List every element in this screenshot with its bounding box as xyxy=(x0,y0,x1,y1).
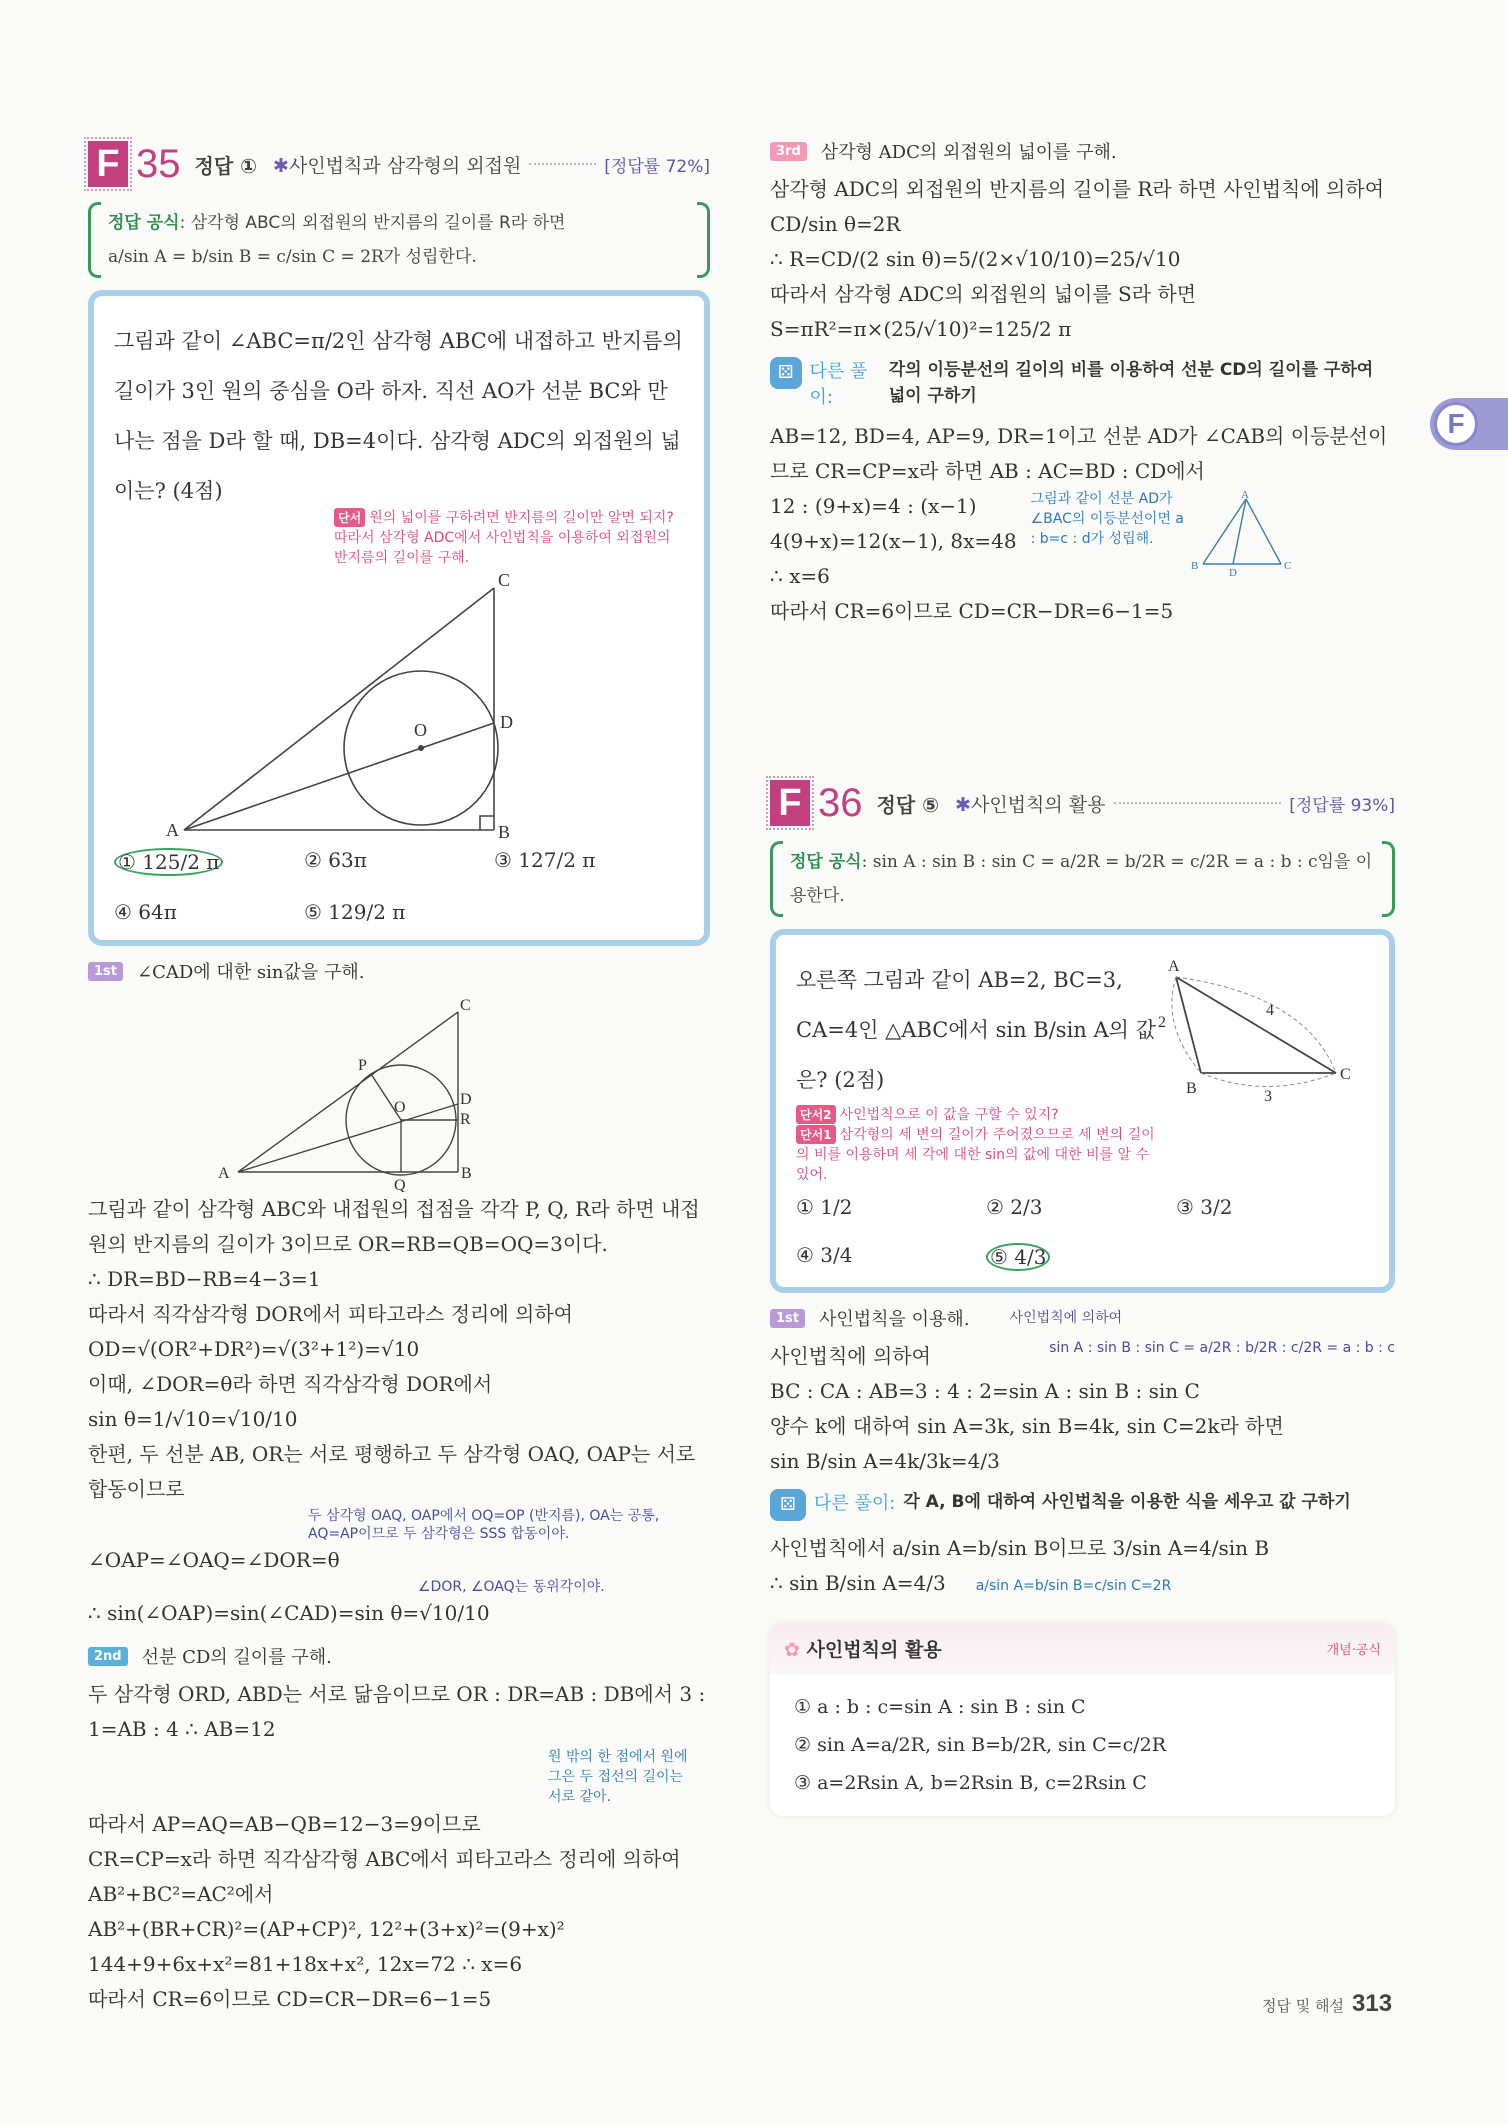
page-number: 313 xyxy=(1352,1990,1393,2017)
svg-text:P: P xyxy=(358,1057,367,1074)
q36-alt-body: 사인법칙에서 a/sin A=b/sin B이므로 3/sin A=4/sin B ∴ sin B/sin A=4/3 a/sin A=b/sin B=c/sin C=2R xyxy=(770,1536,1270,1595)
triangle-abc-figure xyxy=(1156,955,1356,1115)
svg-text:O: O xyxy=(414,720,427,740)
flower-icon: ✿ xyxy=(784,1639,800,1661)
svg-text:A: A xyxy=(166,820,179,838)
section-label: F xyxy=(770,780,810,826)
choice-1[interactable]: ① 1/2 xyxy=(796,1195,853,1219)
dice-icon: ⚄ xyxy=(770,1489,806,1521)
answer: 정답 ⑤ xyxy=(876,792,940,817)
step2-note: 원 밖의 한 점에서 원에 그은 두 접선의 길이는 서로 같아. xyxy=(548,1749,688,1805)
concept-title: ✿ 사인법칙의 활용 xyxy=(784,1639,942,1661)
q36-header xyxy=(770,779,1395,827)
question-text: 그림과 같이 ∠ABC=π/2인 삼각형 ABC에 내접하고 반지름의 길이가 3인 원의 중심을 O라 하자. 직선 AO가 선분 BC와 만나는 점을 D라 할 때, DB=4이다. 삼각형 ADC의 외접원의 넓이는? (4점) xyxy=(114,329,683,503)
alt-solution-heading: ⚄ 다른 풀이: 각의 이등분선의 길이의 비를 이용하여 선분 CD의 길이를 구하여 넓이 구하기 xyxy=(770,357,1395,409)
question-text: 오른쪽 그림과 같이 AB=2, BC=3, CA=4인 △ABC에서 sin B/sin A의 값은? (2점) xyxy=(796,968,1156,1092)
dice-icon: ⚄ xyxy=(770,357,802,389)
alt-note: 그림과 같이 선분 AD가 ∠BAC의 이등분선이면 a : b=c : d가 성립해. xyxy=(1030,491,1185,547)
svg-text:B: B xyxy=(1186,1080,1197,1097)
hint: 단서 원의 넓이를 구하려면 반지름의 길이만 알면 되지? 따라서 삼각형 ADC에서 사인법칙을 이용하여 외접원의 반지름의 길이를 구해. xyxy=(334,510,674,566)
svg-text:C: C xyxy=(498,570,511,590)
hint-2: 단서2 사인법칙으로 이 값을 구할 수 있지? xyxy=(796,1105,1156,1125)
step1-note-angle: ∠DOR, ∠OAQ는 동위각이야. xyxy=(418,1579,605,1595)
hint-1: 단서1 삼각형의 세 변의 길이가 주어졌으므로 세 변의 길이의 비를 이용하며 세 각에 대한 sin의 값에 대한 비를 알 수 있어. xyxy=(796,1127,1155,1183)
q36-alt-heading: ⚄ 다른 풀이: 각 A, B에 대하여 사인법칙을 이용한 식을 세우고 값 구하기 xyxy=(770,1489,1395,1521)
svg-text:D: D xyxy=(1228,567,1237,579)
concept-box: ✿ 사인법칙의 활용 개념·공식 ① a : b : c=sin A : sin B : sin C ② sin A=a/2R, sin B=b/2R, sin C=c/2R ③ a=2Rsin A, b=2Rsin B, c=2Rsin C xyxy=(770,1623,1395,1816)
step1-heading: 1st ∠CAD에 대한 sin값을 구해. xyxy=(88,958,710,984)
svg-text:B: B xyxy=(461,1165,472,1182)
svg-text:C: C xyxy=(1283,560,1291,572)
svg-text:3: 3 xyxy=(1264,1088,1272,1105)
svg-text:D: D xyxy=(460,1091,472,1108)
page-footer: 정답 및 해설 313 xyxy=(1262,1990,1393,2017)
right-column xyxy=(770,138,1395,1816)
formula-label: 정답 공식 xyxy=(108,213,180,233)
topic: ✱사인법칙과 삼각형의 외접원 xyxy=(273,154,522,177)
step2-heading: 2nd 선분 CD의 길이를 구해. xyxy=(88,1643,710,1669)
svg-text:Q: Q xyxy=(394,1177,406,1192)
step1-note-congruent: 두 삼각형 OAQ, OAP에서 OQ=OP (반지름), OA는 공통, AQ=AP이므로 두 삼각형은 SSS 합동이야. xyxy=(308,1508,660,1542)
step1-body: 그림과 같이 삼각형 ABC와 내접원의 접점을 각각 P, Q, R라 하면 내접원의 반지름의 길이가 3이므로 OR=RB=QB=OQ=3이다. ∴ DR=BD−RB=4−3=1 따라서 직각삼각형 DOR에서 피타고라스 정리에 의하여 OD=√(OR²+DR²)=√(3²+1²)=√10 이때, ∠DOR=θ라 하면 직각삼각형 DOR에서 sin θ=1/√10=√10/10 한편, 두 선분 AB, OR는 서로 평행하고 두 삼각형 OAQ, OAP는 서로 합동이므로 두 삼각형 OAQ, OAP에서 OQ=OP (반지름), OA는 공통, AQ=AP이므로 두 삼각형은 SSS 합동이야. ∠OAP=∠OAQ=∠DOR=θ ∠DOR, ∠OAQ는 동위각이야. ∴ sin(∠OAP)=sin(∠CAD)=sin θ=√10/10 xyxy=(88,1192,710,1631)
question-number: 36 xyxy=(818,780,863,825)
section-label: F xyxy=(88,141,128,187)
formula-expression: a/sin A = b/sin B = c/sin C = 2R가 성립한다. xyxy=(108,247,477,267)
concept-tag: 개념·공식 xyxy=(1326,1643,1381,1658)
answer: 정답 ① xyxy=(194,153,258,178)
left-column xyxy=(88,140,710,2017)
alt-solution-body: AB=12, BD=4, AP=9, DR=1이고 선분 AD가 ∠CAB의 이등분선이므로 CR=CP=x라 하면 AB : AC=BD : CD에서 12 : (9+x)=4 : (x−1) 4(9+x)=12(x−1), 8x=48 ∴ x=6 그림과 같이 선분 AD가 ∠BAC의 이등분선이면 a : b=c : d가 성립해. A B C D 따라서 CR=6이므로 CD=CR−DR=6−1=5 xyxy=(770,424,1388,623)
choice-2[interactable]: ② 2/3 xyxy=(986,1195,1043,1219)
choice-1[interactable]: ① 125/2 π xyxy=(114,848,304,876)
triangle-figure xyxy=(124,568,684,838)
chapter-tab[interactable]: F xyxy=(1430,398,1508,450)
svg-text:B: B xyxy=(498,822,511,838)
step3-body: 삼각형 ADC의 외접원의 반지름의 길이를 R라 하면 사인법칙에 의하여 CD/sin θ=2R ∴ R=CD/(2 sin θ)=5/(2×√10/10)=25/√10 따라서 삼각형 ADC의 외접원의 넓이를 S라 하면 S=πR²=π×(25/√10)²=125/2 π xyxy=(770,177,1385,341)
svg-text:C: C xyxy=(1340,1066,1351,1083)
choice-4[interactable]: ④ 64π xyxy=(114,900,177,924)
correct-rate: [정답률 93%] xyxy=(1289,795,1395,816)
svg-text:A: A xyxy=(218,1165,230,1182)
answer-formula: 정답 공식: sin A : sin B : sin C = a/2R = b/2R = c/2R = a : b : c임을 이용한다. xyxy=(770,841,1395,917)
correct-rate: [정답률 72%] xyxy=(604,156,710,177)
question-box xyxy=(770,929,1395,1293)
bisector-figure xyxy=(1191,489,1301,579)
choices xyxy=(796,1195,1369,1271)
q36-step1-heading: 1st 사인법칙을 이용해. 사인법칙에 의하여 xyxy=(770,1305,1395,1331)
leader-dots xyxy=(529,163,596,165)
step2-body: 두 삼각형 ORD, ABD는 서로 닮음이므로 OR : DR=AB : DB에서 3 : 1=AB : 4 ∴ AB=12 원 밖의 한 점에서 원에 그은 두 접선의 길이는 서로 같아. 따라서 AP=AQ=AB−QB=12−3=9이므로 CR=CP=x라 하면 직각삼각형 ABC에서 피타고라스 정리에 의하여 AB²+BC²=AC²에서 AB²+(BR+CR)²=(AP+CP)², 12²+(3+x)²=(9+x)² 144+9+6x+x²=81+18x+x², 12x=72 ∴ x=6 따라서 CR=6이므로 CD=CR−DR=6−1=5 xyxy=(88,1682,706,2011)
choice-2[interactable]: ② 63π xyxy=(304,848,367,872)
q36-step1-body: 사인법칙에 의하여 sin A : sin B : sin C = a/2R : b/2R : c/2R = a : b : c BC : CA : AB=3 : 4 : 2=sin A : sin B : sin C 양수 k에 대하여 sin A=3k, sin B=4k, sin C=2k라 하면 sin B/sin A=4k/3k=4/3 xyxy=(770,1340,1395,1473)
choice-3[interactable]: ③ 127/2 π xyxy=(494,848,596,872)
svg-text:R: R xyxy=(460,1111,471,1128)
svg-text:O: O xyxy=(394,1099,406,1116)
svg-text:4: 4 xyxy=(1266,1002,1274,1019)
svg-text:D: D xyxy=(500,712,513,732)
choice-5[interactable]: ⑤ 129/2 π xyxy=(304,900,406,924)
choice-3[interactable]: ③ 3/2 xyxy=(1176,1195,1233,1219)
svg-text:A: A xyxy=(1240,489,1249,501)
answer-formula: 정답 공식: 삼각형 ABC의 외접원의 반지름의 길이를 R라 하면 a/sin A = b/sin B = c/sin C = 2R가 성립한다. xyxy=(88,202,710,278)
star-icon: ✱ xyxy=(955,793,971,816)
svg-text:B: B xyxy=(1190,560,1198,572)
svg-text:A: A xyxy=(1168,958,1180,975)
svg-text:C: C xyxy=(460,997,471,1014)
choice-4[interactable]: ④ 3/4 xyxy=(796,1243,853,1267)
q35-header xyxy=(88,140,710,188)
choices xyxy=(114,848,684,924)
topic: ✱사인법칙의 활용 xyxy=(955,793,1106,816)
question-box xyxy=(88,290,710,946)
step3-heading: 3rd 삼각형 ADC의 외접원의 넓이를 구해. xyxy=(770,138,1395,164)
leader-dots xyxy=(1114,802,1282,804)
choice-5[interactable]: ⑤ 4/3 xyxy=(986,1243,1176,1271)
star-icon: ✱ xyxy=(273,154,289,177)
question-number: 35 xyxy=(136,141,181,186)
svg-text:2: 2 xyxy=(1158,1014,1166,1031)
incircle-figure xyxy=(208,992,768,1192)
